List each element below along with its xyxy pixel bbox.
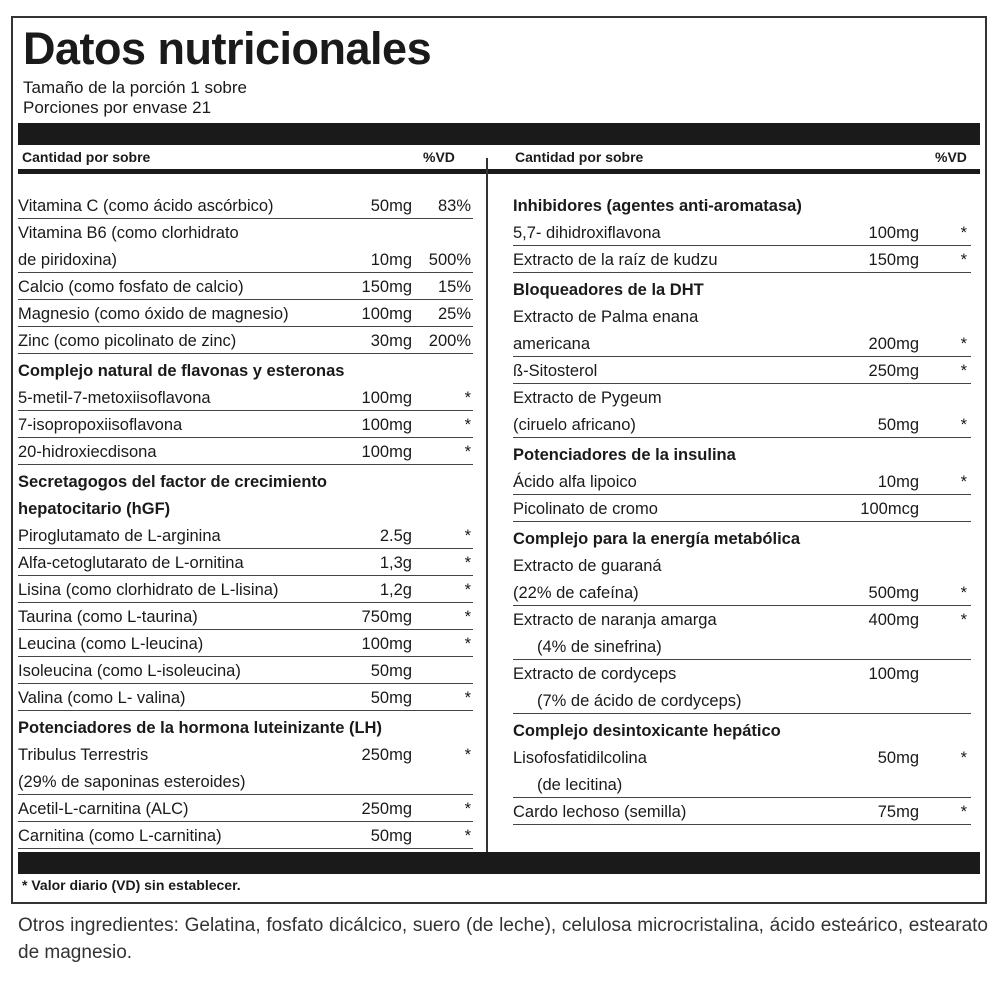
nutrient-name: (de lecitina) (537, 776, 623, 794)
daily-value: 15% (437, 278, 471, 296)
daily-value: * (464, 554, 471, 572)
nutrient-amount: 200mg (868, 335, 919, 353)
nutrient-amount: 1,3g (379, 554, 412, 572)
nutrient-name: (ciruelo africano) (513, 416, 636, 434)
nutrient-name: ß-Sitosterol (513, 362, 598, 380)
serving-size: Tamaño de la porción 1 sobre (23, 78, 247, 97)
nutrient-row (513, 660, 971, 687)
nutrient-amount: 50mg (370, 827, 412, 845)
nutrient-name: de piridoxina) (18, 251, 118, 269)
daily-value: * (960, 416, 967, 434)
nutrient-amount: 100mg (361, 305, 412, 323)
nutrient-row (18, 327, 473, 354)
nutrient-row (18, 273, 473, 300)
nutrient-name: Complejo para la energía metabólica (513, 530, 801, 548)
nutrient-row (513, 744, 971, 771)
nutrient-amount: 500mg (868, 584, 919, 602)
daily-value: 25% (437, 305, 471, 323)
right-column (513, 192, 971, 825)
section-heading (18, 468, 473, 495)
daily-value: * (960, 473, 967, 491)
nutrient-amount: 750mg (361, 608, 412, 626)
nutrient-amount: 100mg (361, 389, 412, 407)
daily-value: * (464, 827, 471, 845)
daily-value: 83% (437, 197, 471, 215)
nutrient-name: Leucina (como L-leucina) (18, 635, 204, 653)
nutrient-row (18, 822, 473, 849)
header-rule (18, 169, 980, 174)
nutrient-amount: 250mg (361, 800, 412, 818)
nutrient-name: Potenciadores de la insulina (513, 446, 736, 464)
nutrient-name: Complejo natural de flavonas y esteronas (18, 362, 345, 380)
nutrient-name: 5,7- dihidroxiflavona (513, 224, 661, 242)
nutrient-name: Potenciadores de la hormona luteinizante (LH) (18, 719, 382, 737)
section-heading (513, 276, 971, 303)
nutrient-name: Cardo lechoso (semilla) (513, 803, 687, 821)
nutrient-row (513, 384, 971, 411)
nutrient-row (18, 603, 473, 630)
nutrient-name: 20-hidroxiecdisona (18, 443, 157, 461)
nutrient-row (513, 798, 971, 825)
nutrient-name: Piroglutamato de L-arginina (18, 527, 221, 545)
daily-value: * (464, 635, 471, 653)
nutrient-name: Extracto de guaraná (513, 557, 662, 575)
nutrient-name: Extracto de la raíz de kudzu (513, 251, 718, 269)
daily-value: * (960, 749, 967, 767)
thick-bottom-bar (18, 852, 980, 874)
section-heading (513, 192, 971, 219)
nutrient-row (18, 657, 473, 684)
daily-value: * (464, 389, 471, 407)
nutrient-row (18, 684, 473, 711)
daily-value: * (464, 608, 471, 626)
nutrient-amount: 50mg (370, 689, 412, 707)
daily-value: * (464, 527, 471, 545)
nutrient-amount: 50mg (877, 749, 919, 767)
nutrient-row (18, 522, 473, 549)
nutrient-amount: 50mg (877, 416, 919, 434)
nutrient-name: Extracto de Palma enana (513, 308, 699, 326)
thick-top-bar (18, 123, 980, 145)
nutrient-row (18, 741, 473, 768)
daily-value: 200% (428, 332, 471, 350)
nutrient-amount: 250mg (361, 746, 412, 764)
daily-value: * (464, 443, 471, 461)
nutrient-name: (22% de cafeína) (513, 584, 639, 602)
nutrient-row (513, 468, 971, 495)
daily-value: * (960, 611, 967, 629)
nutrient-name: Vitamina B6 (como clorhidrato (18, 224, 239, 242)
nutrient-row (18, 300, 473, 327)
daily-value: * (464, 689, 471, 707)
nutrient-name: Secretagogos del factor de crecimiento (18, 473, 328, 491)
column-divider (486, 158, 488, 852)
servings-per-container: Porciones por envase 21 (23, 98, 212, 117)
nutrient-name: Bloqueadores de la DHT (513, 281, 704, 299)
nutrient-name: (4% de sinefrina) (537, 638, 662, 656)
nutrient-name: 5-metil-7-metoxiisoflavona (18, 389, 211, 407)
nutrient-name: Ácido alfa lipoico (513, 473, 637, 491)
nutrient-row (18, 411, 473, 438)
nutrient-name: americana (513, 335, 591, 353)
nutrient-name: Calcio (como fosfato de calcio) (18, 278, 244, 296)
nutrient-row (513, 771, 971, 798)
nutrient-name: Tribulus Terrestris (18, 746, 149, 764)
nutrient-name: Magnesio (como óxido de magnesio) (18, 305, 289, 323)
nutrient-name: Lisina (como clorhidrato de L-lisina) (18, 581, 279, 599)
nutrient-row (513, 606, 971, 633)
nutrient-row (513, 411, 971, 438)
daily-value: * (960, 803, 967, 821)
nutrient-name: Inhibidores (agentes anti-aromatasa) (513, 197, 802, 215)
other-ingredients: Otros ingredientes: Gelatina, fosfato dicálcico, suero (de leche), celulosa microcristalina, ácido esteárico, estearato de magnesio. (18, 915, 988, 963)
left-column (18, 192, 473, 849)
section-heading (18, 357, 473, 384)
nutrient-name: Lisofosfatidilcolina (513, 749, 647, 767)
nutrient-amount: 150mg (868, 251, 919, 269)
nutrient-row (513, 495, 971, 522)
section-heading (513, 441, 971, 468)
nutrient-name: Extracto de Pygeum (513, 389, 662, 407)
nutrient-amount: 400mg (868, 611, 919, 629)
nutrient-row (18, 246, 473, 273)
nutrient-amount: 250mg (868, 362, 919, 380)
daily-value: * (960, 362, 967, 380)
nutrient-row (513, 552, 971, 579)
nutrient-name: Vitamina C (como ácido ascórbico) (18, 197, 274, 215)
nutrient-name: Alfa-cetoglutarato de L-ornitina (18, 554, 244, 572)
nutrient-name: 7-isopropoxiisoflavona (18, 416, 183, 434)
nutrient-name: (7% de ácido de cordyceps) (537, 692, 742, 710)
daily-value: * (464, 581, 471, 599)
nutrient-row (513, 633, 971, 660)
section-heading (18, 714, 473, 741)
nutrient-row (18, 630, 473, 657)
page-title: Datos nutricionales (23, 23, 432, 74)
nutrient-name: Taurina (como L-taurina) (18, 608, 198, 626)
nutrient-amount: 100mg (361, 416, 412, 434)
nutrient-row (513, 330, 971, 357)
nutrient-name: Carnitina (como L-carnitina) (18, 827, 222, 845)
nutrient-amount: 100mg (361, 443, 412, 461)
nutrient-name: hepatocitario (hGF) (18, 500, 171, 518)
daily-value: * (960, 584, 967, 602)
nutrient-row (18, 795, 473, 822)
nutrient-amount: 10mg (370, 251, 412, 269)
section-heading (513, 717, 971, 744)
daily-value: * (464, 416, 471, 434)
nutrient-name: Complejo desintoxicante hepático (513, 722, 781, 740)
nutrient-name: Valina (como L- valina) (18, 689, 186, 707)
nutrient-amount: 75mg (877, 803, 919, 821)
nutrient-row (513, 687, 971, 714)
nutrient-row (513, 579, 971, 606)
nutrient-name: Extracto de cordyceps (513, 665, 677, 683)
section-heading (513, 525, 971, 552)
nutrient-amount: 100mcg (860, 500, 919, 518)
daily-value: * (464, 800, 471, 818)
nutrient-row (513, 303, 971, 330)
daily-value: * (960, 335, 967, 353)
right-dv-header: %VD (935, 149, 967, 165)
nutrient-amount: 30mg (370, 332, 412, 350)
nutrient-name: Acetil-L-carnitina (ALC) (18, 800, 189, 818)
nutrient-row (18, 192, 473, 219)
nutrient-row (18, 219, 473, 246)
section-heading (18, 495, 473, 522)
left-dv-header: %VD (423, 149, 455, 165)
nutrient-name: Extracto de naranja amarga (513, 611, 717, 629)
daily-value: * (960, 251, 967, 269)
nutrient-amount: 100mg (868, 665, 919, 683)
footnote: * Valor diario (VD) sin establecer. (22, 877, 241, 893)
nutrient-amount: 2.5g (379, 527, 412, 545)
nutrient-amount: 100mg (868, 224, 919, 242)
right-amount-header: Cantidad por sobre (515, 149, 644, 165)
nutrient-row (513, 246, 971, 273)
daily-value: 500% (428, 251, 471, 269)
nutrient-amount: 50mg (370, 662, 412, 680)
nutrient-row (18, 576, 473, 603)
nutrient-row (18, 549, 473, 576)
nutrient-amount: 100mg (361, 635, 412, 653)
nutrient-row (18, 768, 473, 795)
nutrient-amount: 50mg (370, 197, 412, 215)
nutrient-row (18, 438, 473, 465)
daily-value: * (464, 746, 471, 764)
nutrient-name: Zinc (como picolinato de zinc) (18, 332, 237, 350)
nutrient-amount: 1,2g (379, 581, 412, 599)
left-amount-header: Cantidad por sobre (22, 149, 151, 165)
nutrient-row (18, 384, 473, 411)
nutrient-amount: 10mg (877, 473, 919, 491)
nutrient-name: Picolinato de cromo (513, 500, 658, 518)
nutrient-row (513, 357, 971, 384)
daily-value: * (960, 224, 967, 242)
nutrient-row (513, 219, 971, 246)
nutrient-name: Isoleucina (como L-isoleucina) (18, 662, 241, 680)
nutrient-amount: 150mg (361, 278, 412, 296)
nutrient-name: (29% de saponinas esteroides) (18, 773, 246, 791)
